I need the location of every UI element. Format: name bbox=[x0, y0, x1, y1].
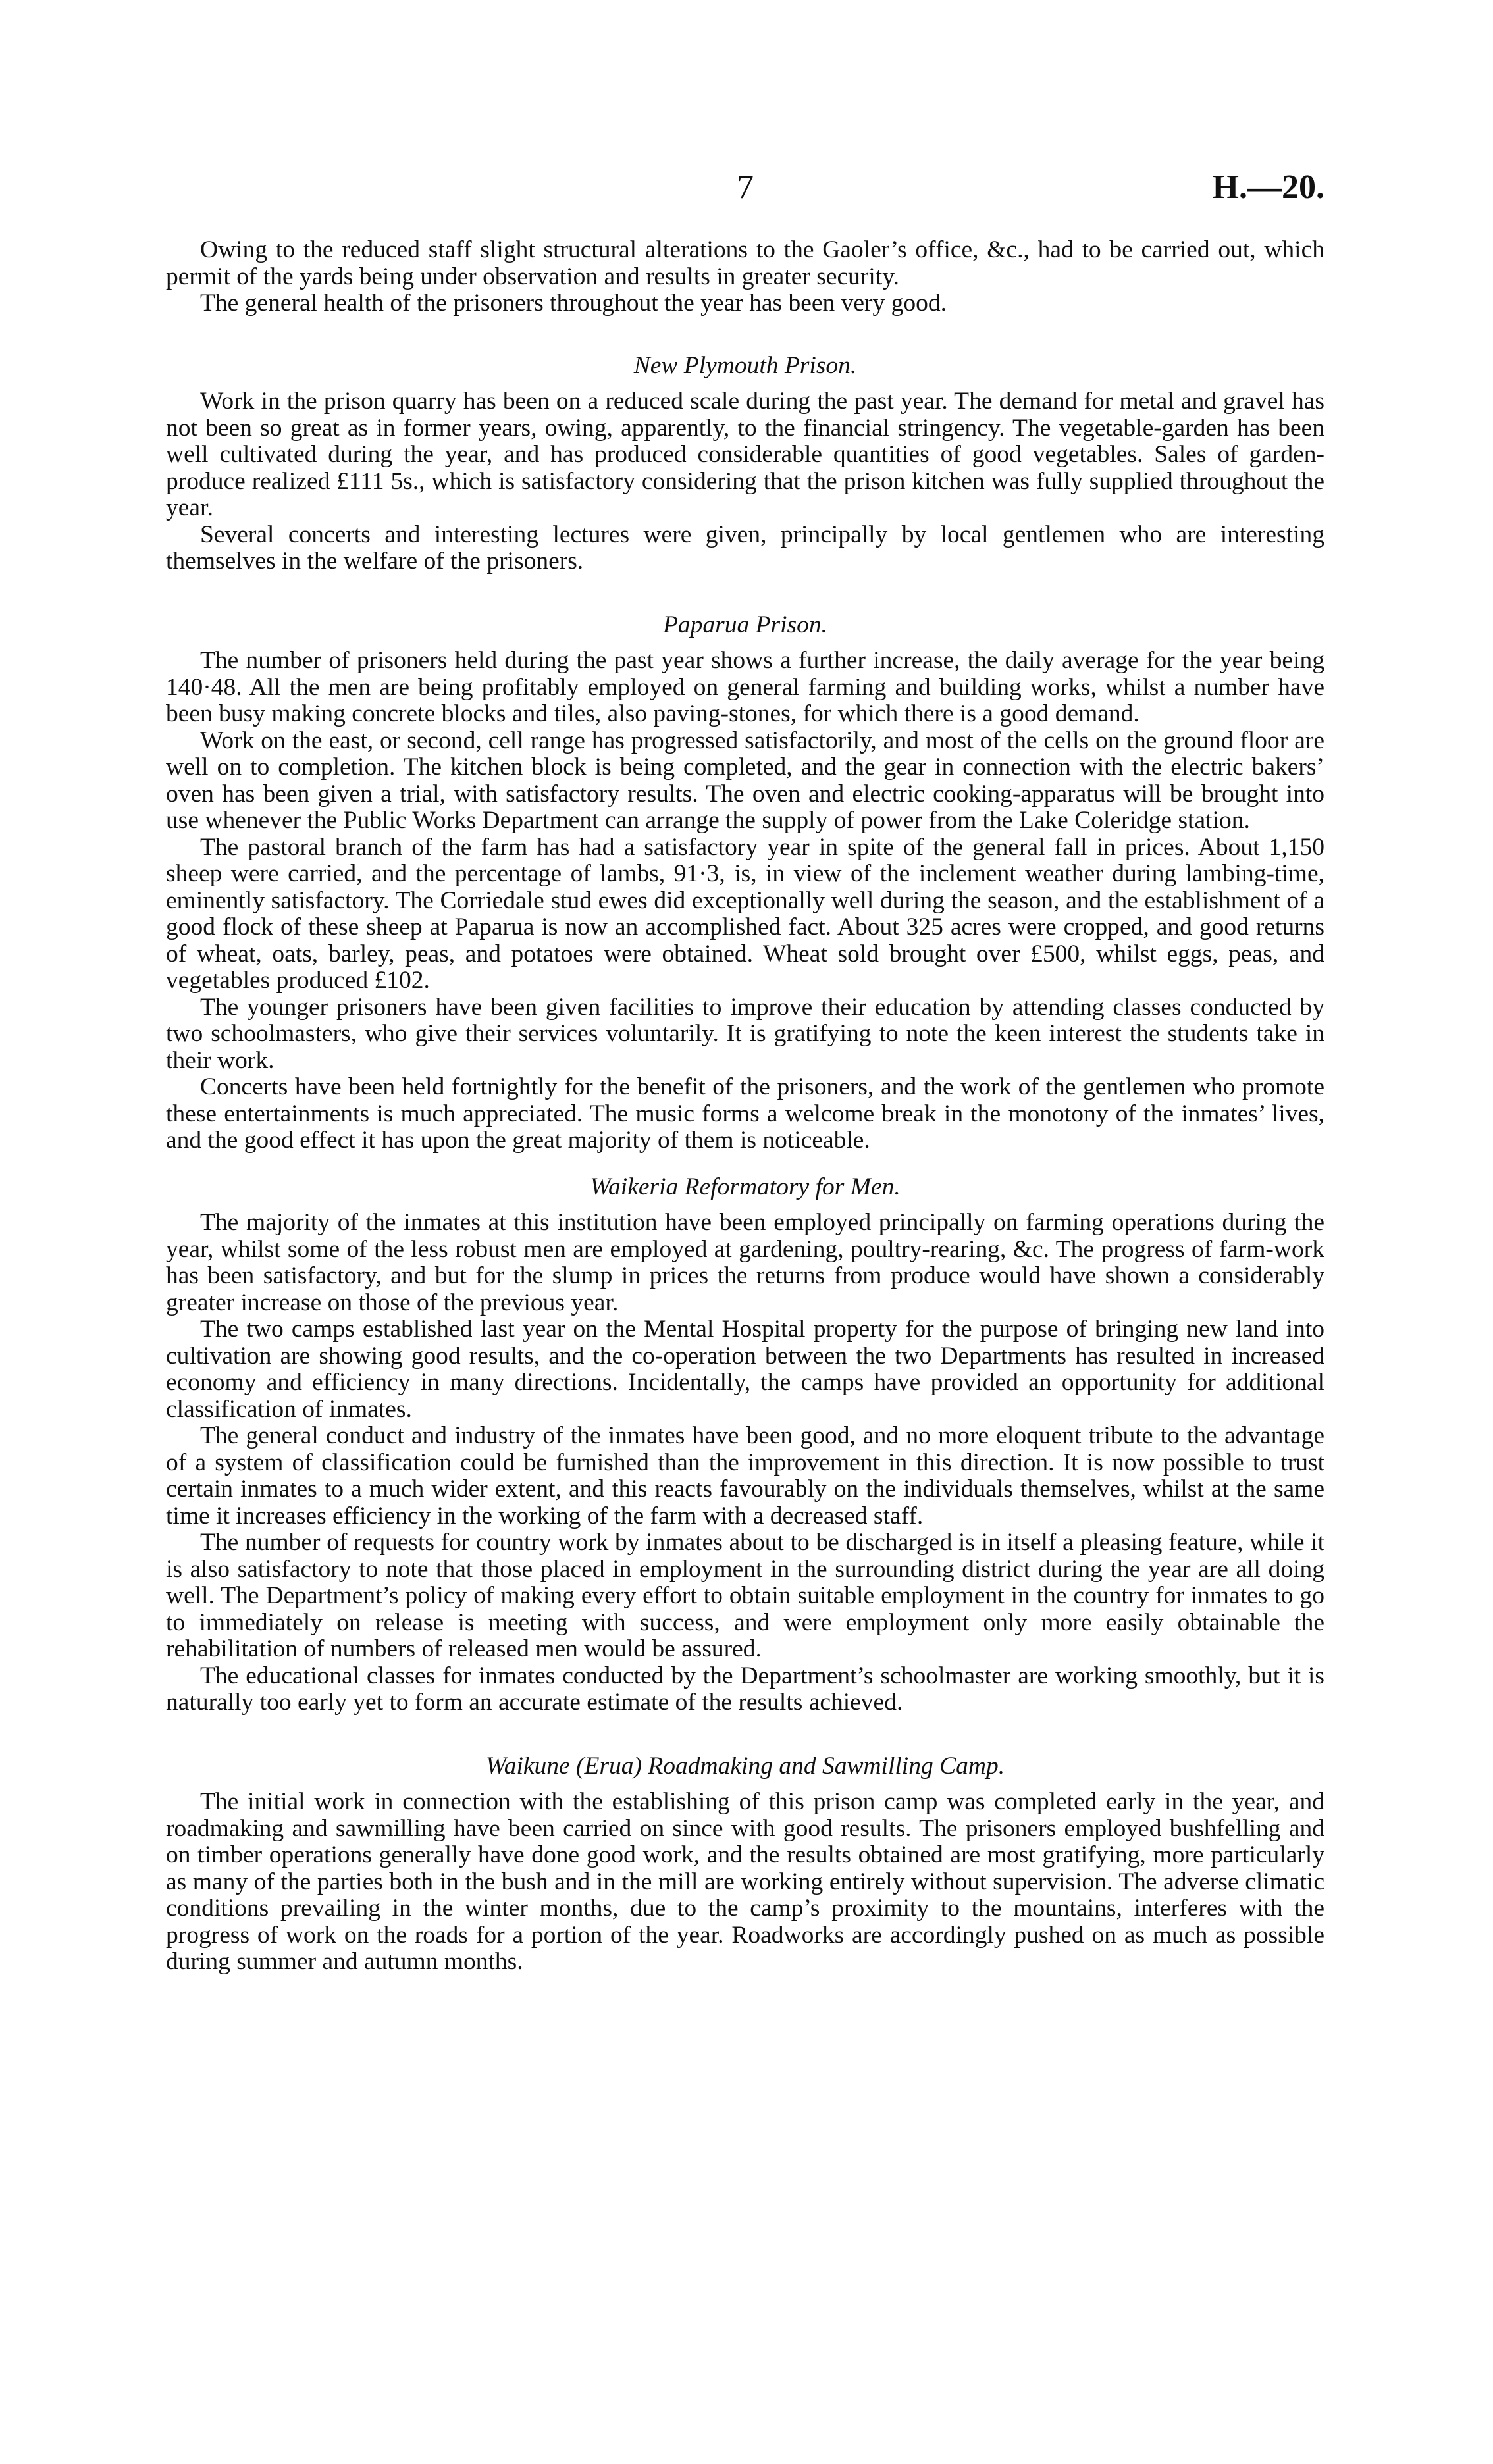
document-reference: H.—20. bbox=[1212, 168, 1324, 206]
page-body bbox=[166, 237, 1324, 1976]
paragraph: Work in the prison quarry has been on a reduced scale during the past year. The demand for metal and gravel has not been so great as in former years, owing, apparently, to the financial stringency. The vegetable-garden has been well cultivated during the year, and has produced considerable quantities of good vegetables. Sales of garden-produce realized £111 5s., which is satisfactory considering that the prison kitchen was fully supplied throughout the year. bbox=[166, 388, 1324, 521]
paragraph: The younger prisoners have been given facilities to improve their education by attending classes conducted by two schoolmasters, who give their services voluntarily. It is gratifying to note the keen interest the students take in their work. bbox=[166, 993, 1324, 1074]
section-heading: Waikune (Erua) Roadmaking and Sawmilling Camp. bbox=[485, 1752, 1005, 1780]
paragraph: The initial work in connection with the establishing of this prison camp was completed early in the year, and roadmaking and sawmilling have been carried on since with good results. The prisoners employed bushfelling and on timber operations generally have done good work, and the results obtained are most gratifying, more particularly as many of the parties both in the bush and in the mill are working entirely without supervision. The adverse climatic conditions prevailing in the winter months, due to the camp’s proximity to the mountains, interferes with the progress of work on the roads for a portion of the year. Roadworks are accordingly pushed on as much as possible during summer and autumn months. bbox=[166, 1788, 1324, 1975]
paragraph: Concerts have been held fortnightly for the benefit of the prisoners, and the work of the gentlemen who promote these entertainments is much appreciated. The music forms a welcome break in the monotony of the inmates’ lives, and the good effect it has upon the great majority of them is noticeable. bbox=[166, 1073, 1324, 1154]
paragraph: Owing to the reduced staff slight structural alterations to the Gaoler’s office, &c., had to be carried out, which permit of the yards being under observation and results in greater security. bbox=[166, 236, 1324, 290]
paragraph: The general health of the prisoners throughout the year has been very good. bbox=[200, 290, 947, 317]
section-heading: Waikeria Reformatory for Men. bbox=[590, 1173, 901, 1200]
paragraph: The educational classes for inmates conducted by the Department’s schoolmaster are working smoothly, but it is naturally too early yet to form an accurate estimate of the results achieved. bbox=[166, 1662, 1324, 1716]
paragraph: Several concerts and interesting lectures were given, principally by local gentlemen who are interesting themselves in the welfare of the prisoners. bbox=[166, 521, 1324, 575]
section-heading: Paparua Prison. bbox=[662, 611, 827, 638]
paragraph: The pastoral branch of the farm has had a satisfactory year in spite of the general fall in prices. About 1,150 sheep were carried, and the percentage of lambs, 91·3, is, in view of the inclement weather during lambing-time, eminently satisfactory. The Corriedale stud ewes did exceptionally well during the season, and the establishment of a good flock of these sheep at Paparua is now an accomplished fact. About 325 acres were cropped, and good returns of wheat, oats, barley, peas, and potatoes were obtained. Wheat sold brought over £500, whilst eggs, peas, and vegetables produced £102. bbox=[166, 833, 1324, 994]
paragraph: Work on the east, or second, cell range has progressed satisfactorily, and most of the cells on the ground floor are well on to completion. The kitchen block is being completed, and the gear in connection with the electric bakers’ oven has been given a trial, with satisfactory results. The oven and electric cooking-apparatus will be brought into use whenever the Public Works Department can arrange the supply of power from the Lake Coleridge station. bbox=[166, 727, 1324, 834]
paragraph: The majority of the inmates at this institution have been employed principally on farming operations during the year, whilst some of the less robust men are employed at gardening, poultry-rearing, &c. The progress of farm-work has been satisfactory, and but for the slump in prices the returns from produce would have shown a considerably greater increase on those of the previous year. bbox=[166, 1209, 1324, 1316]
paragraph: The two camps established last year on the Mental Hospital property for the purpose of bringing new land into cultivation are showing good results, and the co-operation between the two Departments has resulted in increased economy and efficiency in many directions. Incidentally, the camps have provided an opportunity for additional classification of inmates. bbox=[166, 1316, 1324, 1423]
page-number: 7 bbox=[737, 168, 754, 206]
paragraph: The number of requests for country work by inmates about to be discharged is in itself a pleasing feature, while it is also satisfactory to note that those placed in employment in the surrounding district during the year are all doing well. The Department’s policy of making every effort to obtain suitable employment in the country for inmates to go to immediately on release is meeting with success, and were employment only more easily obtainable the rehabilitation of numbers of released men would be assured. bbox=[166, 1529, 1324, 1662]
page-header bbox=[166, 168, 1324, 214]
section-heading: New Plymouth Prison. bbox=[633, 351, 857, 379]
paragraph: The number of prisoners held during the past year shows a further increase, the daily average for the year being 140·48. All the men are being profitably employed on general farming and building works, whilst a number have been busy making concrete blocks and tiles, also paving-stones, for which there is a good demand. bbox=[166, 647, 1324, 727]
paragraph: The general conduct and industry of the inmates have been good, and no more eloquent tribute to the advantage of a system of classification could be furnished than the improvement in this direction. It is now possible to trust certain inmates to a much wider extent, and this reacts favourably on the individuals themselves, whilst at the same time it increases efficiency in the working of the farm with a decreased staff. bbox=[166, 1422, 1324, 1529]
